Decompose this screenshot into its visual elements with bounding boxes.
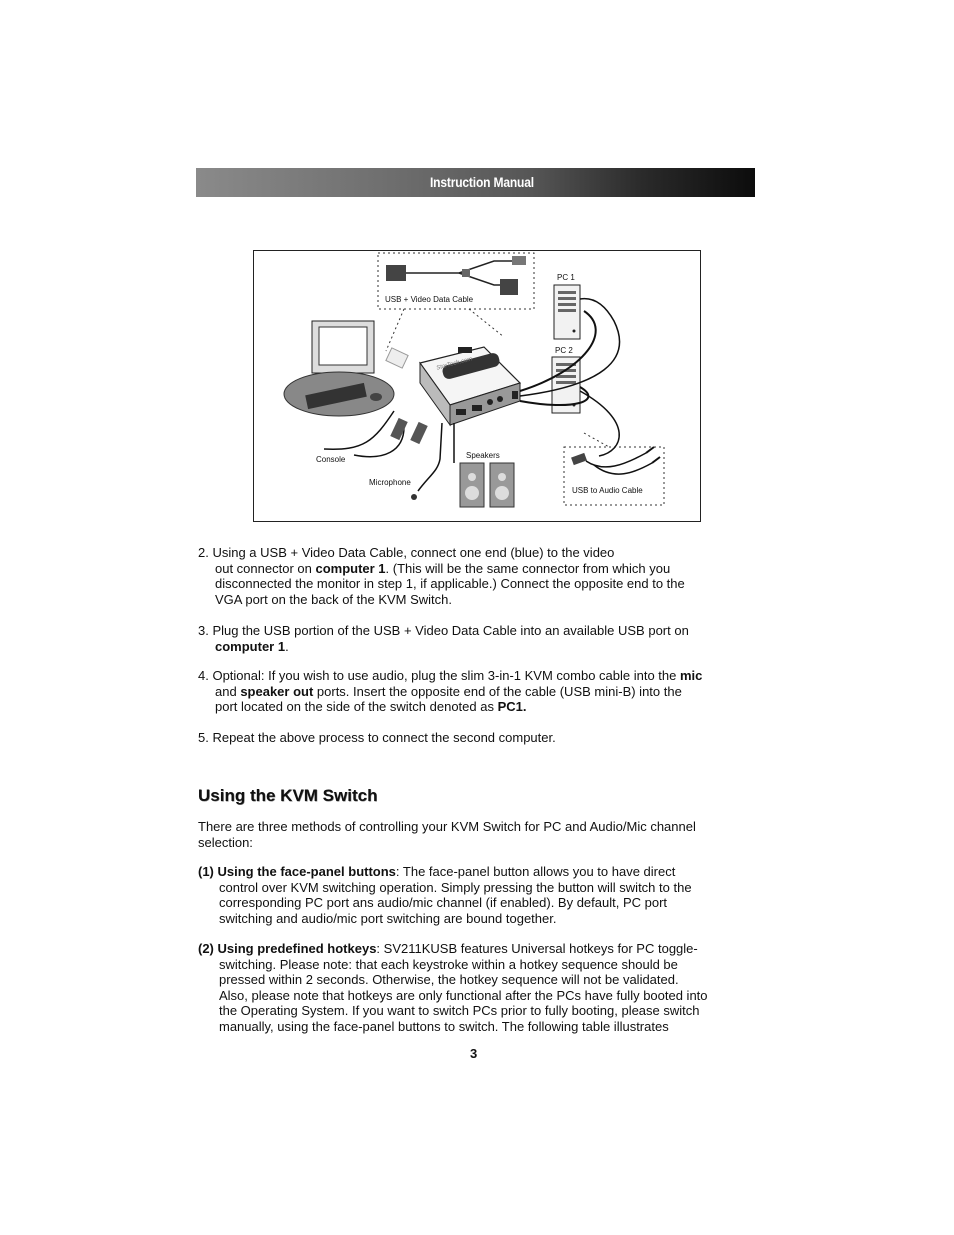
label-pc2: PC 2 [555,346,573,355]
method-1: (1) Using the face-panel buttons: The face-panel button allows you to have direct control over KVM switching operation. Simply pressing the button will switch to the corresponding PC port ans audio/mic channel (if enabled). By default, PC port switching and audio/mic port switching are bound together. [198,864,692,926]
header-bar [196,168,755,197]
header-title: Instruction Manual [430,174,534,190]
label-console: Console [316,455,346,464]
section-intro: There are three methods of controlling your KVM Switch for PC and Audio/Mic channel selection: [198,819,696,850]
method-2: (2) Using predefined hotkeys: SV211KUSB features Universal hotkeys for PC toggle- switching. Please note: that each keystroke within a hotkey sequence should be pressed within 2 seconds. Otherwise, the hotkey sequence will not be validated. Also, please note that hotkeys are only functional after the PCs have fully booted into the Operating System. If you want to switch PCs prior to fully booting, please switch manually, using the face-panel buttons to switch. The following table illustrates [198,941,708,1034]
label-microphone: Microphone [369,478,411,487]
step-3: 3. Plug the USB portion of the USB + Video Data Cable into an available USB port on computer 1. [198,623,689,654]
section-heading: Using the KVM Switch [198,786,378,805]
label-usb-audio-cable: USB to Audio Cable [572,486,643,495]
connection-diagram [253,250,701,522]
page-number: 3 [470,1046,478,1061]
kvm-logo-text: StarTech.com [435,356,473,372]
diagram-drawing [254,251,700,521]
step-4: 4. Optional: If you wish to use audio, plug the slim 3-in-1 KVM combo cable into the mic and speaker out ports. Insert the opposite end of the cable (USB mini-B) into the port located on the side of the switch denoted as PC1. [198,668,703,715]
label-speakers: Speakers [466,451,500,460]
step-2: 2. Using a USB + Video Data Cable, connect one end (blue) to the video out connector on computer 1. (This will be the same connector from which you disconnected the monitor in step 1, if applicable.) Connect the opposite end to the VGA port on the back of the KVM Switch. [198,545,685,607]
step-5: 5. Repeat the above process to connect the second computer. [198,730,556,745]
label-pc1: PC 1 [557,273,575,282]
label-usb-video-cable: USB + Video Data Cable [385,295,474,304]
